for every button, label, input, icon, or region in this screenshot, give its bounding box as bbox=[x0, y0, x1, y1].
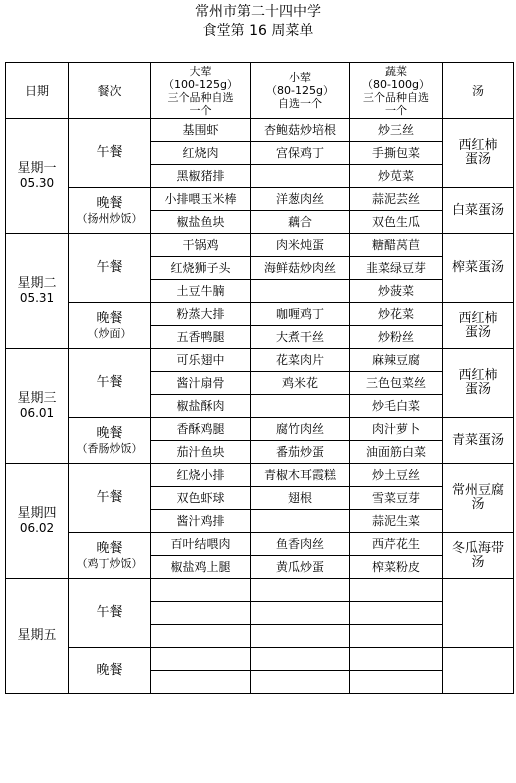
dish-cell bbox=[251, 510, 350, 533]
table-row bbox=[6, 648, 514, 671]
soup-line: 白菜蛋汤 bbox=[451, 202, 504, 218]
soup-cell bbox=[443, 349, 514, 418]
dish-cell: 百叶结喂肉 bbox=[151, 533, 251, 556]
soup-line: 西红柿 bbox=[458, 138, 498, 153]
dish-cell: 炒苋菜 bbox=[350, 165, 443, 188]
day-cell bbox=[6, 349, 69, 464]
soup-line: 西红柿 bbox=[458, 368, 498, 383]
dish-cell: 雪菜豆芽 bbox=[350, 487, 443, 510]
weekly-menu-table bbox=[5, 62, 514, 694]
dish-cell: 炒菠菜 bbox=[350, 280, 443, 303]
dish-cell: 海鲜菇炒肉丝 bbox=[251, 257, 350, 280]
header-big-meat-line: 三个品种自选 bbox=[167, 90, 234, 104]
dish-cell: 榨菜粉皮 bbox=[350, 556, 443, 579]
meal-dinner-label: 晚餐 bbox=[96, 195, 123, 211]
day-name: 星期三 bbox=[17, 391, 57, 406]
table-row bbox=[6, 579, 514, 602]
dish-cell bbox=[151, 625, 251, 648]
dish-cell bbox=[251, 395, 350, 418]
soup-cell bbox=[443, 303, 514, 349]
dish-cell: 洋葱肉丝 bbox=[251, 188, 350, 211]
day-name: 星期一 bbox=[17, 161, 57, 176]
dish-cell: 韭菜绿豆芽 bbox=[350, 257, 443, 280]
dish-cell: 红烧小排 bbox=[151, 464, 251, 487]
dish-cell: 大煮干丝 bbox=[251, 326, 350, 349]
meal-dinner bbox=[69, 303, 151, 349]
dish-cell: 茄汁鱼块 bbox=[151, 441, 251, 464]
dish-cell: 肉汁萝卜 bbox=[350, 418, 443, 441]
soup-line: 汤 bbox=[471, 554, 485, 570]
dish-cell: 粉蒸大排 bbox=[151, 303, 251, 326]
day-cell bbox=[6, 464, 69, 579]
table-row bbox=[6, 349, 514, 372]
header-big-meat-line: （100-125g） bbox=[163, 77, 238, 91]
table-row bbox=[6, 303, 514, 326]
header-small-meat-line: 自选一个 bbox=[278, 97, 322, 110]
dish-cell bbox=[151, 602, 251, 625]
dish-cell bbox=[251, 625, 350, 648]
dish-cell: 椒盐酥肉 bbox=[151, 395, 251, 418]
dish-cell: 五香鸭腿 bbox=[151, 326, 251, 349]
soup-line: 蛋汤 bbox=[464, 382, 491, 397]
dish-cell: 手撕包菜 bbox=[350, 142, 443, 165]
dish-cell bbox=[151, 579, 251, 602]
dish-cell: 香酥鸡腿 bbox=[151, 418, 251, 441]
header-veg-line: 蔬菜 bbox=[385, 64, 407, 78]
soup-line: 汤 bbox=[471, 497, 485, 512]
dish-cell: 小排喂玉米棒 bbox=[151, 188, 251, 211]
dish-cell: 翅根 bbox=[251, 487, 350, 510]
dish-cell: 椒盐鸡上腿 bbox=[151, 556, 251, 579]
header-veg-line: 一个 bbox=[385, 103, 407, 117]
dish-cell: 鸡米花 bbox=[251, 372, 350, 395]
header-small-meat bbox=[251, 63, 350, 119]
dish-cell: 糖醋莴苣 bbox=[350, 234, 443, 257]
meal-dinner-label: 晚餐 bbox=[96, 425, 123, 441]
soup-cell bbox=[443, 533, 514, 579]
header-big-meat-line: 一个 bbox=[189, 103, 212, 117]
day-name: 星期二 bbox=[17, 276, 57, 291]
dish-cell bbox=[251, 648, 350, 671]
header-big-meat-line: 大荤 bbox=[189, 64, 212, 78]
table-row bbox=[6, 188, 514, 211]
soup-cell bbox=[443, 579, 514, 648]
dish-cell: 双色虾球 bbox=[151, 487, 251, 510]
dish-cell: 肉米炖蛋 bbox=[251, 234, 350, 257]
header-veg-line: （80-100g） bbox=[362, 77, 430, 91]
dish-cell: 番茄炒蛋 bbox=[251, 441, 350, 464]
header-small-meat-line: 小荤 bbox=[289, 71, 311, 84]
dish-cell: 炒土豆丝 bbox=[350, 464, 443, 487]
dish-cell: 炒粉丝 bbox=[350, 326, 443, 349]
soup-cell bbox=[443, 188, 514, 234]
dish-cell: 藕合 bbox=[251, 211, 350, 234]
dish-cell: 黄瓜炒蛋 bbox=[251, 556, 350, 579]
header-date: 日期 bbox=[6, 63, 69, 119]
dish-cell: 花菜肉片 bbox=[251, 349, 350, 372]
meal-dinner bbox=[69, 418, 151, 464]
day-date: 06.01 bbox=[19, 406, 55, 420]
dish-cell: 西芹花生 bbox=[350, 533, 443, 556]
dish-cell: 红烧肉 bbox=[151, 142, 251, 165]
meal-dinner-sub: （香肠炒饭） bbox=[76, 441, 143, 455]
dish-cell bbox=[350, 602, 443, 625]
soup-line: 冬瓜海带 bbox=[451, 540, 504, 556]
dish-cell: 黑椒猪排 bbox=[151, 165, 251, 188]
meal-lunch: 午餐 bbox=[69, 234, 151, 303]
dish-cell bbox=[251, 280, 350, 303]
dish-cell: 杏鲍菇炒培根 bbox=[251, 119, 350, 142]
dish-cell: 炒花菜 bbox=[350, 303, 443, 326]
dish-cell: 酱汁鸡排 bbox=[151, 510, 251, 533]
meal-dinner-sub: （炒面） bbox=[87, 326, 132, 340]
dish-cell bbox=[350, 671, 443, 694]
dish-cell bbox=[350, 625, 443, 648]
meal-dinner bbox=[69, 648, 151, 694]
soup-cell bbox=[443, 648, 514, 694]
dish-cell: 可乐翅中 bbox=[151, 349, 251, 372]
header-small-meat-line: （80-125g） bbox=[266, 84, 334, 97]
header-soup: 汤 bbox=[443, 63, 514, 119]
soup-cell bbox=[443, 119, 514, 188]
meal-dinner-label: 晚餐 bbox=[96, 540, 123, 556]
day-date: 05.30 bbox=[19, 176, 55, 190]
dish-cell bbox=[251, 165, 350, 188]
table-row bbox=[6, 234, 514, 257]
soup-line: 榨菜蛋汤 bbox=[451, 260, 504, 275]
school-title: 常州市第二十四中学 bbox=[195, 4, 321, 20]
dish-cell: 鱼香肉丝 bbox=[251, 533, 350, 556]
dish-cell: 基围虾 bbox=[151, 119, 251, 142]
dish-cell: 三色包菜丝 bbox=[350, 372, 443, 395]
soup-line: 常州豆腐 bbox=[451, 483, 504, 498]
dish-cell bbox=[251, 671, 350, 694]
table-row bbox=[6, 418, 514, 441]
dish-cell bbox=[251, 579, 350, 602]
meal-dinner bbox=[69, 188, 151, 234]
dish-cell: 咖喱鸡丁 bbox=[251, 303, 350, 326]
table-row bbox=[6, 533, 514, 556]
dish-cell: 土豆牛腩 bbox=[151, 280, 251, 303]
day-name: 星期五 bbox=[17, 628, 57, 643]
dish-cell: 炒毛白菜 bbox=[350, 395, 443, 418]
dish-cell bbox=[151, 648, 251, 671]
soup-cell bbox=[443, 234, 514, 303]
dish-cell: 宫保鸡丁 bbox=[251, 142, 350, 165]
dish-cell: 椒盐鱼块 bbox=[151, 211, 251, 234]
day-cell bbox=[6, 234, 69, 349]
meal-lunch: 午餐 bbox=[69, 119, 151, 188]
day-date: 05.31 bbox=[19, 291, 55, 305]
day-cell bbox=[6, 579, 69, 694]
dish-cell: 麻辣豆腐 bbox=[350, 349, 443, 372]
dish-cell bbox=[151, 671, 251, 694]
meal-lunch: 午餐 bbox=[69, 579, 151, 648]
dish-cell: 酱汁扇骨 bbox=[151, 372, 251, 395]
dish-cell: 油面筋白菜 bbox=[350, 441, 443, 464]
header-meal: 餐次 bbox=[69, 63, 151, 119]
meal-lunch: 午餐 bbox=[69, 349, 151, 418]
header-big-meat bbox=[151, 63, 251, 119]
soup-cell bbox=[443, 418, 514, 464]
dish-cell: 红烧狮子头 bbox=[151, 257, 251, 280]
soup-line: 蛋汤 bbox=[464, 324, 491, 340]
day-date: 06.02 bbox=[19, 521, 55, 535]
header-row bbox=[6, 63, 514, 119]
meal-dinner-label: 晚餐 bbox=[96, 662, 123, 678]
dish-cell: 蒜泥芸丝 bbox=[350, 188, 443, 211]
meal-dinner bbox=[69, 533, 151, 579]
soup-line: 蛋汤 bbox=[464, 152, 491, 167]
table-row bbox=[6, 464, 514, 487]
dish-cell: 腐竹肉丝 bbox=[251, 418, 350, 441]
header-veg-line: 三个品种自选 bbox=[363, 90, 429, 104]
header-veg bbox=[350, 63, 443, 119]
soup-cell bbox=[443, 464, 514, 533]
meal-dinner-sub: （扬州炒饭） bbox=[76, 211, 143, 225]
dish-cell: 双色生瓜 bbox=[350, 211, 443, 234]
meal-dinner-sub: （鸡丁炒饭） bbox=[76, 556, 143, 570]
dish-cell: 青椒木耳霞糕 bbox=[251, 464, 350, 487]
dish-cell: 蒜泥生菜 bbox=[350, 510, 443, 533]
dish-cell: 炒三丝 bbox=[350, 119, 443, 142]
dish-cell bbox=[350, 648, 443, 671]
meal-dinner-label: 晚餐 bbox=[96, 310, 123, 326]
dish-cell: 干锅鸡 bbox=[151, 234, 251, 257]
soup-line: 青菜蛋汤 bbox=[451, 432, 504, 448]
soup-line: 西红柿 bbox=[458, 310, 498, 326]
dish-cell bbox=[251, 602, 350, 625]
meal-lunch: 午餐 bbox=[69, 464, 151, 533]
day-name: 星期四 bbox=[17, 506, 57, 521]
menu-subtitle: 食堂第 16 周菜单 bbox=[202, 23, 314, 39]
table-row bbox=[6, 119, 514, 142]
dish-cell bbox=[350, 579, 443, 602]
day-cell bbox=[6, 119, 69, 234]
